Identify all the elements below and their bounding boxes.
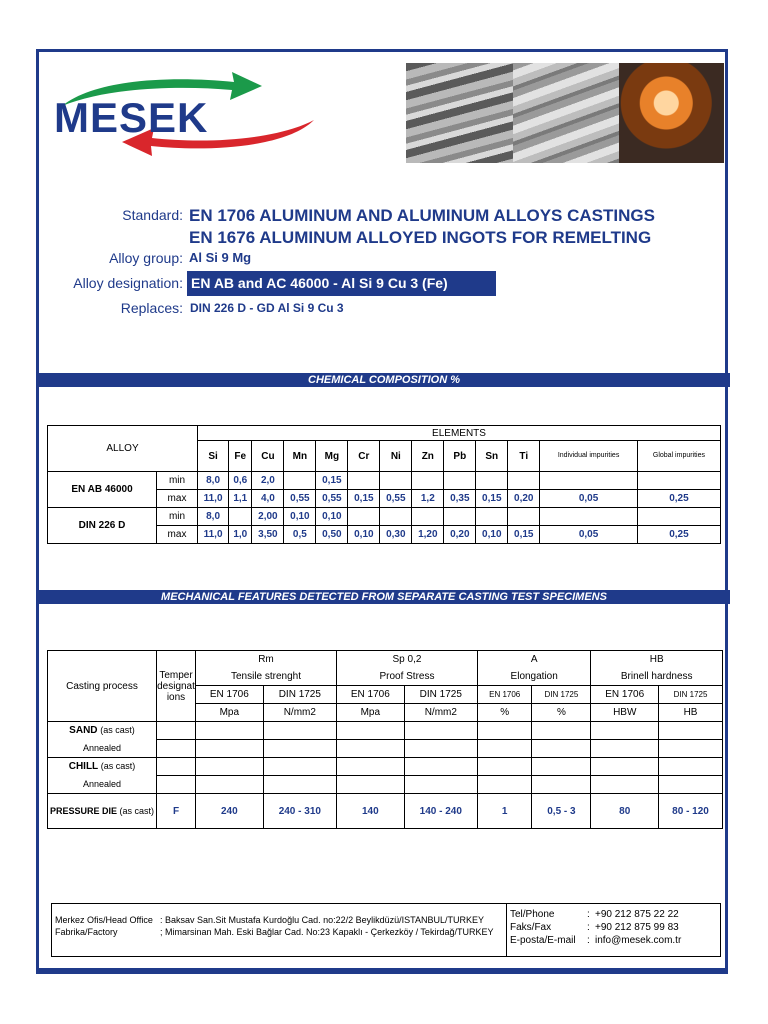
logo-text: MESEK [54,94,209,141]
element-header: Sn [476,441,508,472]
unit-header: Mpa [336,704,404,722]
element-header: Individual impurities [540,441,638,472]
standard-header: DIN 1725 [659,686,723,704]
header-photos [406,63,724,163]
composition-cell [540,472,638,490]
composition-cell: 0,15 [476,490,508,508]
composition-cell [637,508,720,526]
element-header: Zn [412,441,444,472]
composition-cell: 0,20 [444,526,476,544]
temper-header: Temper designat ions [157,651,196,722]
composition-cell [444,508,476,526]
rm-name: Tensile strenght [196,668,337,686]
pressure-die-label: PRESSURE DIE (as cast) [48,794,157,829]
elements-header: ELEMENTS [198,426,721,441]
pressure-die-value: 1 [477,794,531,829]
alloy-group-label: Alloy group: [109,250,183,266]
replaces-label: Replaces: [120,300,183,316]
composition-cell: 11,0 [198,490,229,508]
pressure-die-value: 240 [196,794,264,829]
alloy-name: EN AB 46000 [48,472,157,508]
element-header: Global impurities [637,441,720,472]
composition-cell [476,472,508,490]
chill-annealed: Annealed [48,776,157,794]
pressure-die-value: 80 [591,794,659,829]
tel-value[interactable]: +90 212 875 22 22 [595,909,679,920]
composition-cell: 0,10 [316,508,348,526]
hb-name: Brinell hardness [591,668,723,686]
limit-label: min [157,508,198,526]
composition-cell: 0,5 [284,526,316,544]
standard-header: EN 1706 [477,686,531,704]
element-header: Si [198,441,229,472]
ingots-photo [406,63,513,163]
a-symbol: A [477,651,590,669]
casting-process-header: Casting process [48,651,157,722]
composition-cell: 0,55 [284,490,316,508]
composition-cell: 2,00 [252,508,284,526]
composition-cell [412,472,444,490]
standard-label: Standard: [122,207,183,223]
chem-band: CHEMICAL COMPOSITION % [38,373,730,387]
composition-cell: 0,15 [508,526,540,544]
composition-cell: 8,0 [198,472,229,490]
chem-table [47,425,721,544]
composition-cell: 1,0 [229,526,252,544]
composition-cell: 0,05 [540,526,638,544]
composition-cell: 0,50 [316,526,348,544]
element-header: Ti [508,441,540,472]
element-header: Pb [444,441,476,472]
element-header: Cu [252,441,284,472]
alloy-group-value: Al Si 9 Mg [189,250,252,265]
chill-label: CHILL (as cast) [48,758,157,776]
composition-cell [476,508,508,526]
pressure-die-value: 240 - 310 [263,794,336,829]
factory-value: Mimarsinan Mah. Eski Bağlar Cad. No:23 Kapaklı - Çerkezköy / Tekirdağ/TURKEY [165,927,494,937]
rm-symbol: Rm [196,651,337,669]
composition-cell [508,472,540,490]
unit-header: N/mm2 [404,704,477,722]
element-header: Mg [316,441,348,472]
a-name: Elongation [477,668,590,686]
sp-name: Proof Stress [336,668,477,686]
head-office-label: Merkez Ofis/Head Office [55,915,153,925]
composition-cell [444,472,476,490]
composition-cell [348,472,380,490]
alloy-designation-label: Alloy designation: [73,275,183,291]
composition-cell: 8,0 [198,508,229,526]
unit-header: Mpa [196,704,264,722]
standard-header: EN 1706 [591,686,659,704]
factory-label: Fabrika/Factory [55,927,118,937]
email-value[interactable]: info@mesek.com.tr [595,935,682,946]
mech-band: MECHANICAL FEATURES DETECTED FROM SEPARATE CASTING TEST SPECIMENS [38,590,730,604]
alloy-designation-value: EN AB and AC 46000 - Al Si 9 Cu 3 (Fe) [187,271,496,296]
composition-cell: 0,6 [229,472,252,490]
standard-line2: EN 1676 ALUMINUM ALLOYED INGOTS FOR REMELTING [189,228,652,247]
pressure-die-value: 140 [336,794,404,829]
footer: Merkez Ofis/Head Office : Baksav San.Sit Mustafa Kurdoğlu Cad. no:22/2 Beylikdüzü/ISTANBUL/TURKEY Fabrika/Factory ; Mimarsinan Mah. Eski Bağlar Cad. No:23 Kapaklı - Çerkezköy / Tekirdağ/TURKEY Tel/Phone : +90 212 875 22 22 Faks/Fax : +90 212 875 99 83 E-posta/E-mail : info@mesek.com.tr [51,903,721,957]
composition-cell: 0,15 [348,490,380,508]
sand-label: SAND (as cast) [48,722,157,740]
element-header: Fe [229,441,252,472]
standard-header: EN 1706 [196,686,264,704]
head-office-value: Baksav San.Sit Mustafa Kurdoğlu Cad. no:22/2 Beylikdüzü/ISTANBUL/TURKEY [165,915,484,925]
composition-cell [540,508,638,526]
unit-header: % [477,704,531,722]
composition-cell: 0,05 [540,490,638,508]
sp-symbol: Sp 0,2 [336,651,477,669]
composition-cell: 0,55 [380,490,412,508]
composition-cell: 0,25 [637,490,720,508]
ingot-stack-photo [513,63,619,163]
standard-header: EN 1706 [336,686,404,704]
tel-label: Tel/Phone [510,909,555,920]
composition-cell [380,472,412,490]
composition-cell: 1,1 [229,490,252,508]
limit-label: max [157,490,198,508]
standard-header: DIN 1725 [404,686,477,704]
standard-line1: EN 1706 ALUMINUM AND ALUMINUM ALLOYS CASTINGS [189,206,655,225]
composition-cell: 0,10 [348,526,380,544]
email-label: E-posta/E-mail [510,935,576,946]
unit-header: N/mm2 [263,704,336,722]
composition-cell [508,508,540,526]
composition-cell: 0,10 [284,508,316,526]
composition-cell: 0,20 [508,490,540,508]
composition-cell: 3,50 [252,526,284,544]
composition-cell: 0,35 [444,490,476,508]
pressure-die-value: 140 - 240 [404,794,477,829]
composition-cell [229,508,252,526]
composition-cell: 0,15 [316,472,348,490]
composition-cell [380,508,412,526]
pressure-die-value: 0,5 - 3 [532,794,591,829]
composition-cell [412,508,444,526]
composition-cell [348,508,380,526]
fax-value: +90 212 875 99 83 [595,922,679,933]
composition-cell: 0,25 [637,526,720,544]
pressure-die-value: 80 - 120 [659,794,723,829]
unit-header: % [532,704,591,722]
unit-header: HB [659,704,723,722]
limit-label: min [157,472,198,490]
standard-header: DIN 1725 [263,686,336,704]
composition-cell: 4,0 [252,490,284,508]
alloy-name: DIN 226 D [48,508,157,544]
unit-header: HBW [591,704,659,722]
fax-label: Faks/Fax [510,922,552,933]
element-header: Cr [348,441,380,472]
sand-annealed: Annealed [48,740,157,758]
composition-cell: 11,0 [198,526,229,544]
standard-header: DIN 1725 [532,686,591,704]
hb-symbol: HB [591,651,723,669]
replaces-value: DIN 226 D - GD Al Si 9 Cu 3 [190,301,344,315]
mech-table [47,650,723,829]
composition-cell: 1,20 [412,526,444,544]
composition-cell [637,472,720,490]
alloy-header: ALLOY [48,426,198,472]
composition-cell: 0,30 [380,526,412,544]
limit-label: max [157,526,198,544]
element-header: Mn [284,441,316,472]
pressure-die-temper: F [157,794,196,829]
composition-cell: 0,10 [476,526,508,544]
element-header: Ni [380,441,412,472]
furnace-photo [619,63,724,163]
composition-cell: 2,0 [252,472,284,490]
composition-cell [284,472,316,490]
composition-cell: 1,2 [412,490,444,508]
composition-cell: 0,55 [316,490,348,508]
